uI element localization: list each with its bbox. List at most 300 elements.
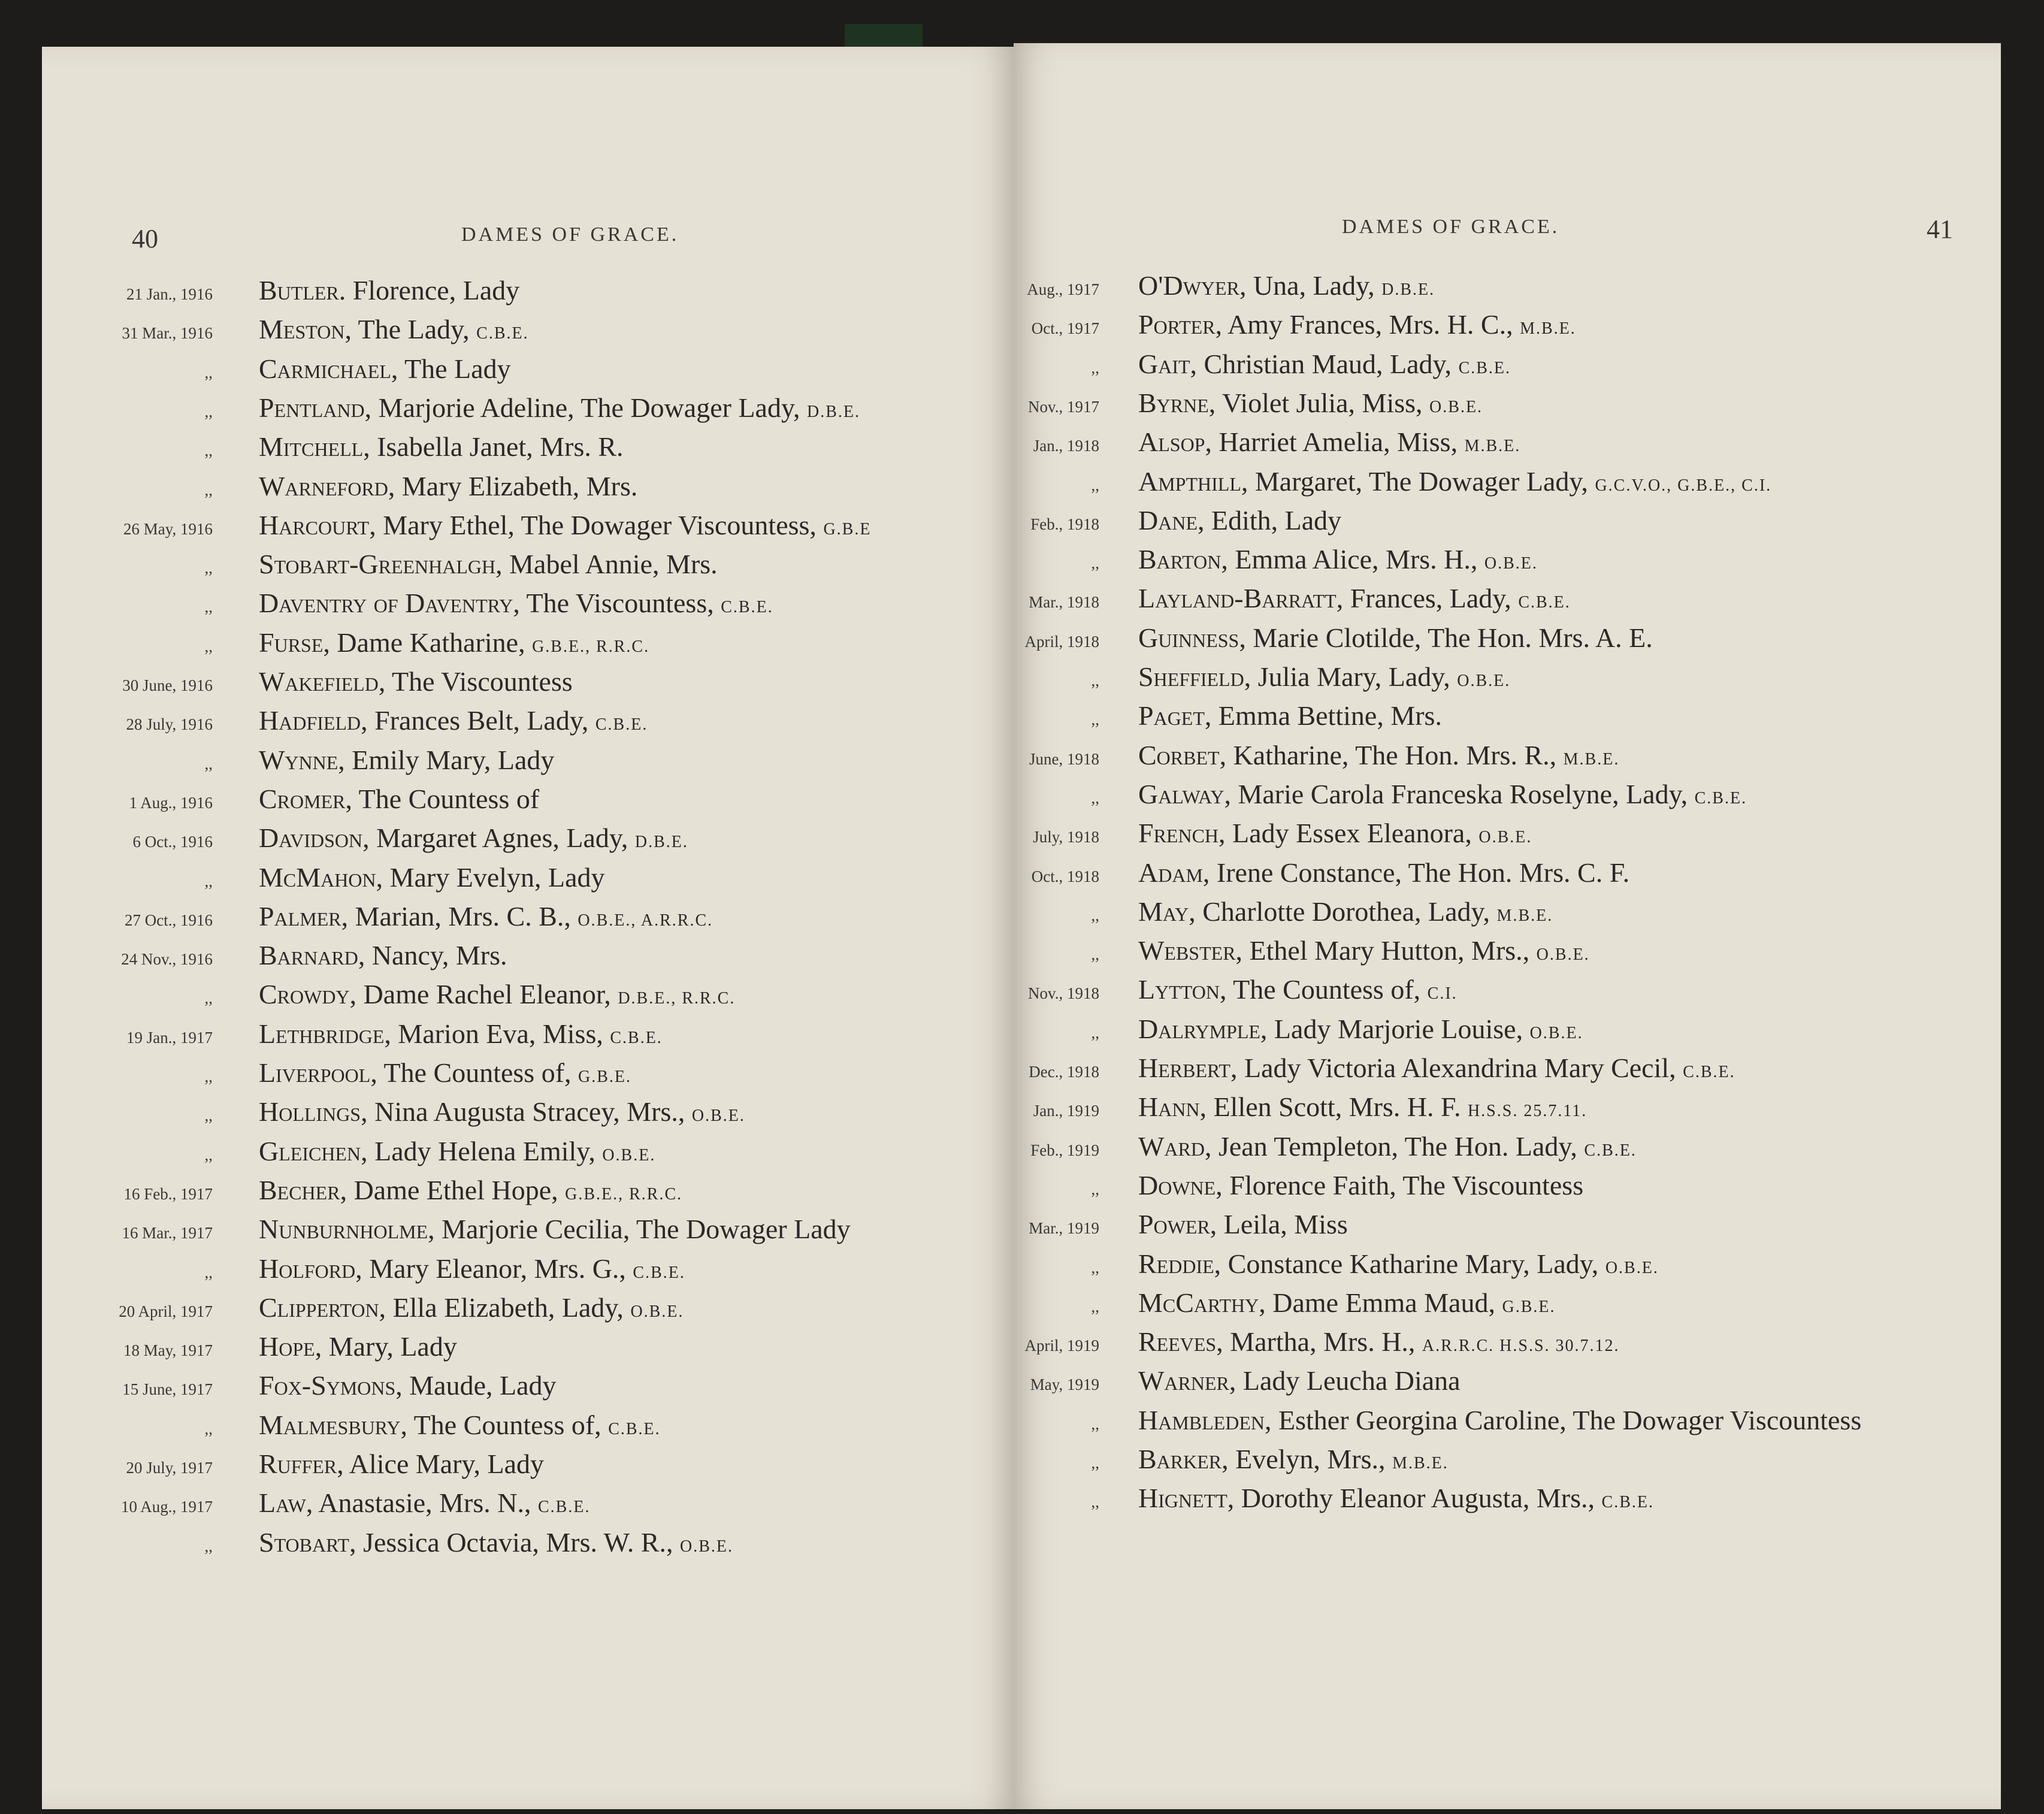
list-item — [1014, 700, 2001, 737]
list-item — [1014, 1091, 2001, 1128]
entry-date: 19 Jan., 1917 — [126, 1028, 213, 1047]
list-item — [42, 1331, 1014, 1368]
list-item — [42, 1448, 1014, 1485]
entry-honours: C.B.E. — [1518, 593, 1571, 612]
entry-honours: C.B.E. — [1683, 1063, 1735, 1081]
entry-date: ,, — [1091, 788, 1099, 807]
entry-honours: O.B.E. — [1605, 1258, 1659, 1277]
entry-surname: Butler — [259, 275, 339, 306]
entry-honours: H.S.S. 25.7.11. — [1467, 1102, 1588, 1121]
entry-given-names: , Dorothy Eleanor Augusta, Mrs., — [1227, 1483, 1602, 1514]
entry-text — [1138, 1091, 1587, 1123]
list-item — [42, 1292, 1014, 1329]
entry-given-names: , The Countess of, — [1219, 974, 1428, 1005]
entry-given-names: , Lady Marjorie Louise, — [1260, 1013, 1530, 1044]
entry-given-names: , Lady Leucha Diana — [1229, 1365, 1461, 1396]
entry-surname: Pentland — [259, 392, 365, 423]
list-item — [42, 978, 1014, 1015]
entry-date: ,, — [1091, 358, 1099, 377]
entry-given-names: , Dame Ethel Hope, — [340, 1174, 566, 1205]
entry-text — [1138, 1052, 1735, 1084]
entry-text — [259, 939, 507, 971]
entry-text — [259, 313, 529, 345]
entry-date: Feb., 1919 — [1030, 1141, 1099, 1159]
entry-text — [1138, 896, 1553, 927]
entry-surname: Palmer — [259, 900, 341, 932]
entry-honours: C.B.E. — [721, 598, 773, 617]
entry-text — [259, 431, 624, 462]
entry-honours: M.B.E. — [1520, 319, 1576, 338]
entry-given-names: , Jean Templeton, The Hon. Lady, — [1204, 1130, 1585, 1162]
entry-honours: G.C.V.O., G.B.E., C.I. — [1595, 476, 1772, 495]
entry-surname: Fox-Symons — [259, 1370, 396, 1401]
entry-given-names: , Isabella Janet, Mrs. R. — [363, 431, 624, 462]
entry-text — [1138, 1365, 1461, 1396]
entry-surname: Corbet — [1138, 739, 1220, 770]
entry-date: ,, — [1091, 1297, 1099, 1316]
entry-text — [259, 1487, 590, 1519]
entry-given-names: , Leila, Miss — [1210, 1209, 1348, 1240]
entry-text — [259, 1292, 684, 1323]
entry-date: July, 1918 — [1033, 828, 1099, 846]
entry-text — [259, 548, 718, 580]
list-item — [42, 744, 1014, 781]
entry-text — [1138, 1404, 1861, 1436]
list-item — [42, 939, 1014, 976]
entry-text — [259, 1409, 661, 1441]
entry-honours: O.B.E., A.R.R.C. — [577, 911, 713, 930]
entry-text — [259, 1057, 631, 1089]
entry-text — [1138, 504, 1341, 536]
entry-date: ,, — [1091, 1023, 1099, 1042]
entry-given-names: , Anastasie, Mrs. N., — [306, 1488, 538, 1519]
entry-honours: D.B.E. — [1381, 280, 1435, 299]
list-item — [1014, 857, 2001, 894]
entry-text — [259, 1096, 745, 1127]
entry-date: ,, — [204, 1419, 213, 1438]
entry-text — [259, 392, 860, 424]
entry-honours: C.B.E. — [633, 1263, 685, 1282]
entry-date: ,, — [1091, 1414, 1099, 1433]
entry-surname: Crowdy — [259, 979, 350, 1010]
entry-text — [259, 1369, 557, 1401]
entry-date: 24 Nov., 1916 — [121, 950, 213, 969]
entry-surname: Lethbridge — [259, 1018, 385, 1049]
entry-given-names: , Mabel Annie, Mrs. — [495, 549, 718, 580]
entry-date: 1 Aug., 1916 — [129, 793, 213, 812]
list-item — [42, 431, 1014, 468]
entry-given-names: , Marjorie Adeline, The Dowager Lady, — [364, 392, 807, 423]
entry-surname: Stobart-Greenhalgh — [259, 549, 496, 580]
list-item — [42, 627, 1014, 664]
entry-surname: Gleichen — [259, 1135, 361, 1166]
entry-text — [1138, 739, 1619, 771]
entry-given-names: , Jessica Octavia, Mrs. W. R., — [349, 1526, 681, 1558]
entry-date: 27 Oct., 1916 — [125, 911, 213, 929]
entry-text — [259, 1174, 682, 1206]
list-item — [42, 548, 1014, 585]
entry-surname: Wynne — [259, 744, 338, 775]
entry-given-names: , Lady Victoria Alexandrina Mary Cecil, — [1230, 1053, 1683, 1083]
entry-text — [1138, 1443, 1449, 1475]
entry-honours: C.B.E. — [610, 1028, 663, 1047]
list-item — [42, 509, 1014, 546]
entry-honours: M.B.E. — [1563, 749, 1620, 769]
entry-given-names: , Maude, Lady — [395, 1370, 557, 1401]
entry-date: Mar., 1918 — [1029, 593, 1099, 612]
entry-surname: Adam — [1138, 857, 1203, 888]
entry-date: ,, — [1091, 711, 1099, 729]
entry-text — [259, 1018, 663, 1050]
entry-honours: O.B.E. — [630, 1302, 684, 1321]
entry-given-names: , The Countess of, — [370, 1057, 579, 1088]
entry-date: Nov., 1917 — [1028, 397, 1099, 416]
entry-honours: O.B.E. — [691, 1106, 745, 1126]
entry-honours: C.B.E. — [476, 324, 529, 343]
entry-date: Oct., 1918 — [1031, 867, 1099, 885]
list-item — [1014, 465, 2001, 503]
entry-surname: Byrne — [1138, 387, 1209, 418]
entry-text — [1138, 1326, 1620, 1358]
entry-text — [259, 861, 605, 893]
entry-text — [1138, 387, 1483, 419]
entry-surname: Davidson — [259, 823, 363, 854]
entry-date: ,, — [204, 1263, 213, 1281]
entry-honours: D.B.E., R.R.C. — [618, 989, 736, 1008]
entry-surname: Warner — [1138, 1365, 1229, 1396]
entry-honours: O.B.E. — [680, 1537, 734, 1556]
entry-surname: Hignett — [1138, 1483, 1227, 1514]
entry-text — [259, 978, 735, 1010]
entry-given-names: , Mary Evelyn, Lady — [376, 861, 605, 893]
entry-surname: Lytton — [1138, 974, 1220, 1005]
entry-date: 26 May, 1916 — [123, 519, 213, 538]
entry-surname: Herbert — [1138, 1053, 1230, 1083]
entry-given-names: , Florence Faith, The Viscountess — [1215, 1169, 1584, 1201]
entry-honours: O.B.E. — [1457, 672, 1511, 690]
entry-text — [1138, 426, 1520, 458]
list-item — [42, 666, 1014, 703]
list-item — [1014, 1013, 2001, 1050]
entry-given-names: . Florence, Lady — [338, 275, 520, 306]
list-item — [42, 1487, 1014, 1524]
entry-honours: M.B.E. — [1392, 1454, 1449, 1473]
entry-surname: Gait — [1138, 348, 1190, 379]
list-item — [1014, 1208, 2001, 1245]
entry-date: 30 June, 1916 — [122, 676, 213, 694]
entry-text — [1138, 465, 1771, 497]
list-item — [42, 587, 1014, 624]
entry-surname: Webster — [1138, 935, 1236, 966]
list-item — [42, 1369, 1014, 1407]
entry-surname: Hollings — [259, 1096, 361, 1127]
entry-honours: C.B.E. — [595, 715, 648, 734]
entry-given-names: , Lady Essex Eleanora, — [1218, 818, 1479, 849]
entry-surname: Hadfield — [259, 705, 361, 736]
entry-given-names: , Emily Mary, Lady — [338, 744, 555, 775]
entry-surname: Power — [1138, 1209, 1210, 1240]
entry-given-names: , Marie Clotilde, The Hon. Mrs. A. E. — [1239, 622, 1653, 653]
entry-given-names: , Ella Elizabeth, Lady, — [379, 1292, 631, 1323]
entry-honours: O.B.E. — [1536, 945, 1590, 965]
entry-surname: Law — [259, 1488, 306, 1519]
entry-given-names: , Marjorie Cecilia, The Dowager Lady — [428, 1214, 851, 1245]
entry-given-names: , Mary, Lady — [315, 1331, 457, 1362]
entry-surname: Dalrymple — [1138, 1013, 1260, 1044]
entry-date: ,, — [204, 1068, 213, 1086]
entry-text — [1138, 973, 1458, 1005]
entry-surname: Liverpool — [259, 1057, 371, 1088]
entry-date: ,, — [204, 637, 213, 655]
entry-text — [259, 666, 573, 697]
entry-date: 31 Mar., 1916 — [122, 324, 213, 343]
entry-given-names: , The Viscountess, — [513, 588, 721, 619]
entry-text — [1138, 582, 1571, 614]
entry-given-names: , Esther Georgina Caroline, The Dowager Viscountess — [1265, 1404, 1862, 1435]
entry-date: April, 1918 — [1024, 632, 1099, 651]
entry-given-names: , Margaret Agnes, Lady, — [362, 823, 635, 854]
entry-given-names: , Ellen Scott, Mrs. H. F. — [1199, 1092, 1468, 1123]
entry-date: Dec., 1918 — [1029, 1063, 1099, 1081]
entry-text — [259, 705, 648, 736]
list-item — [42, 1096, 1014, 1133]
entry-date: 6 Oct., 1916 — [132, 833, 213, 851]
page-number: 40 — [132, 224, 158, 253]
list-item — [1014, 1130, 2001, 1168]
list-item — [1014, 622, 2001, 659]
entry-text — [1138, 309, 1576, 340]
entry-text — [1138, 1130, 1637, 1162]
entry-text — [1138, 857, 1629, 888]
entry-surname: Porter — [1138, 309, 1215, 340]
running-head: DAMES OF GRACE. — [1342, 216, 1560, 238]
entry-given-names: , Evelyn, Mrs., — [1221, 1444, 1393, 1474]
entry-date: 28 July, 1916 — [126, 715, 213, 734]
entry-date: 18 May, 1917 — [123, 1341, 213, 1360]
entry-date: ,, — [1091, 1454, 1099, 1472]
entry-honours: O.B.E. — [1478, 828, 1532, 847]
entry-date: ,, — [204, 989, 213, 1008]
entry-date: ,, — [204, 559, 213, 578]
entry-honours: C.B.E. — [608, 1419, 661, 1438]
entry-date: 16 Feb., 1917 — [123, 1184, 213, 1203]
list-item — [1014, 973, 2001, 1011]
entry-surname: Daventry of Daventry — [259, 588, 513, 619]
entry-given-names: , Ethel Mary Hutton, Mrs., — [1235, 935, 1537, 966]
entry-surname: Harcourt — [259, 509, 370, 540]
entry-date: June, 1918 — [1029, 749, 1099, 768]
entry-text — [259, 509, 871, 541]
entry-text — [1138, 778, 1747, 810]
entry-given-names: , Dame Rachel Eleanor, — [349, 979, 618, 1010]
entry-given-names: , Frances Belt, Lady, — [361, 705, 595, 736]
list-item — [1014, 1248, 2001, 1285]
entry-surname: Layland-Barratt — [1138, 583, 1337, 614]
entry-given-names: , Frances, Lady, — [1336, 583, 1519, 614]
entry-date: ,, — [1091, 1258, 1099, 1277]
entry-date: Jan., 1919 — [1033, 1102, 1099, 1120]
list-item — [1014, 739, 2001, 776]
list-item — [1014, 426, 2001, 463]
list-item — [42, 861, 1014, 899]
list-item — [42, 1057, 1014, 1094]
entry-text — [1138, 270, 1435, 301]
entry-surname: Cromer — [259, 783, 346, 814]
entry-text — [1138, 1482, 1654, 1514]
entry-text — [1138, 543, 1538, 575]
entry-honours: G.B.E., R.R.C. — [565, 1184, 683, 1204]
entry-date: 20 April, 1917 — [119, 1302, 213, 1320]
entry-given-names: , Alice Mary, Lady — [337, 1449, 545, 1479]
entry-date: ,, — [204, 402, 213, 421]
list-item — [1014, 1287, 2001, 1324]
list-item — [42, 274, 1014, 312]
entry-honours: O.B.E. — [1484, 554, 1538, 573]
running-head: DAMES OF GRACE. — [461, 223, 679, 246]
entry-date: ,, — [204, 598, 213, 616]
entry-surname: Clipperton — [259, 1292, 379, 1323]
list-item — [1014, 1326, 2001, 1363]
entry-text — [1138, 935, 1590, 966]
entry-surname: Stobart — [259, 1526, 350, 1558]
entry-date: ,, — [204, 442, 213, 460]
entry-surname: Hope — [259, 1331, 315, 1362]
list-item — [1014, 896, 2001, 933]
entry-honours: O.B.E. — [1529, 1023, 1583, 1042]
entry-given-names: , Margaret, The Dowager Lady, — [1241, 465, 1595, 497]
entry-given-names: , Martha, Mrs. H., — [1216, 1326, 1422, 1358]
entry-date: April, 1919 — [1024, 1337, 1099, 1355]
entry-surname: Meston — [259, 314, 345, 345]
entry-surname: Ward — [1138, 1130, 1205, 1162]
entry-given-names: , Emma Bettine, Mrs. — [1204, 700, 1442, 731]
entry-text — [259, 470, 637, 502]
entry-given-names: , The Lady, — [344, 314, 477, 345]
entry-text — [1138, 661, 1510, 693]
entry-text — [1138, 348, 1511, 380]
entry-honours: C.B.E. — [1584, 1141, 1637, 1160]
entry-text — [1138, 1013, 1583, 1045]
entry-surname: Reeves — [1138, 1326, 1217, 1358]
list-item — [1014, 1052, 2001, 1089]
entry-honours: C.B.E. — [1601, 1493, 1654, 1512]
entry-given-names: , Katharine, The Hon. Mrs. R., — [1219, 739, 1564, 770]
entry-surname: Nunburnholme — [259, 1214, 428, 1245]
entry-text — [1138, 622, 1653, 654]
entry-surname: McCarthy — [1138, 1287, 1259, 1318]
list-item — [42, 392, 1014, 429]
entry-text — [259, 1253, 685, 1284]
entry-given-names: , Julia Mary, Lady, — [1244, 661, 1458, 692]
entry-honours: O.B.E. — [602, 1145, 656, 1165]
entry-date: ,, — [204, 1145, 213, 1164]
entry-text — [1138, 1248, 1659, 1280]
list-item — [1014, 661, 2001, 698]
entry-honours: A.R.R.C. H.S.S. 30.7.12. — [1422, 1337, 1620, 1356]
list-item — [1014, 1443, 2001, 1480]
entry-surname: Ruffer — [259, 1449, 337, 1479]
entry-given-names: , Dame Katharine, — [323, 627, 533, 658]
list-item — [42, 470, 1014, 507]
entry-surname: Reddie — [1138, 1248, 1214, 1279]
entry-honours: C.B.E. — [1694, 788, 1747, 808]
entry-honours: G.B.E. — [578, 1068, 632, 1086]
entry-given-names: , Irene Constance, The Hon. Mrs. C. F. — [1202, 857, 1630, 888]
entry-date: ,, — [1091, 1493, 1099, 1511]
list-item — [42, 1253, 1014, 1290]
list-item — [42, 1018, 1014, 1055]
list-item — [42, 822, 1014, 859]
entry-text — [259, 783, 539, 815]
entry-given-names: , Nancy, Mrs. — [358, 940, 507, 971]
entry-honours: C.I. — [1427, 984, 1458, 1003]
list-item — [42, 783, 1014, 820]
entry-surname: Becher — [259, 1174, 340, 1205]
entry-date: May, 1919 — [1030, 1375, 1099, 1394]
entry-surname: Barker — [1138, 1444, 1222, 1474]
page-number: 41 — [1927, 214, 1953, 244]
list-item — [1014, 778, 2001, 815]
entry-given-names: , Marian, Mrs. C. B., — [341, 900, 578, 932]
entry-surname: Wakefield — [259, 666, 379, 697]
entry-surname: O'Dwyer — [1138, 270, 1239, 301]
entry-given-names: , Mary Eleanor, Mrs. G., — [355, 1253, 633, 1284]
list-item — [42, 313, 1014, 350]
entry-honours: C.B.E. — [538, 1498, 591, 1517]
entry-date: ,, — [1091, 1180, 1099, 1198]
list-item — [1014, 543, 2001, 581]
entry-honours: G.B.E., R.R.C. — [532, 637, 650, 656]
entry-date: ,, — [1091, 672, 1099, 690]
entry-given-names: , Emma Alice, Mrs. H., — [1221, 544, 1484, 575]
entry-given-names: , Amy Frances, Mrs. H. C., — [1215, 309, 1520, 340]
entry-text — [259, 274, 519, 306]
entry-given-names: , Una, Lady, — [1239, 270, 1382, 301]
entry-honours: O.B.E. — [1429, 397, 1483, 416]
entry-date: Aug., 1917 — [1027, 280, 1099, 298]
list-item — [42, 1174, 1014, 1211]
entry-text — [1138, 700, 1442, 731]
entry-date: Feb., 1918 — [1030, 515, 1099, 533]
list-item — [1014, 1482, 2001, 1519]
entry-date: ,, — [1091, 476, 1099, 494]
entry-date: Nov., 1918 — [1028, 984, 1099, 1003]
entry-given-names: , Marie Carola Franceska Roselyne, Lady, — [1224, 778, 1695, 809]
entry-honours: D.B.E. — [634, 833, 688, 852]
list-item — [1014, 817, 2001, 854]
entry-text — [1138, 1208, 1348, 1240]
entry-date: Jan., 1918 — [1033, 437, 1099, 455]
entry-date: ,, — [204, 872, 213, 890]
entry-surname: Ampthill — [1138, 465, 1241, 497]
entry-surname: Carmichael — [259, 353, 391, 384]
entry-honours: M.B.E. — [1496, 906, 1553, 925]
entry-surname: Paget — [1138, 700, 1205, 731]
entry-given-names: , Dame Emma Maud, — [1259, 1287, 1502, 1318]
entry-date: ,, — [1091, 906, 1099, 924]
entry-surname: Sheffield — [1138, 661, 1244, 692]
entry-surname: Barton — [1138, 544, 1221, 575]
entry-text — [259, 1526, 733, 1558]
entry-text — [259, 587, 773, 619]
left-page — [42, 47, 1014, 1809]
entry-date: ,, — [204, 480, 213, 499]
entry-date: 10 Aug., 1917 — [120, 1498, 213, 1516]
entry-honours: G.B.E — [823, 519, 872, 539]
entry-given-names: , Charlotte Dorothea, Lady, — [1189, 896, 1497, 927]
entry-date: 15 June, 1917 — [122, 1380, 213, 1399]
entry-surname: Galway — [1138, 778, 1224, 809]
